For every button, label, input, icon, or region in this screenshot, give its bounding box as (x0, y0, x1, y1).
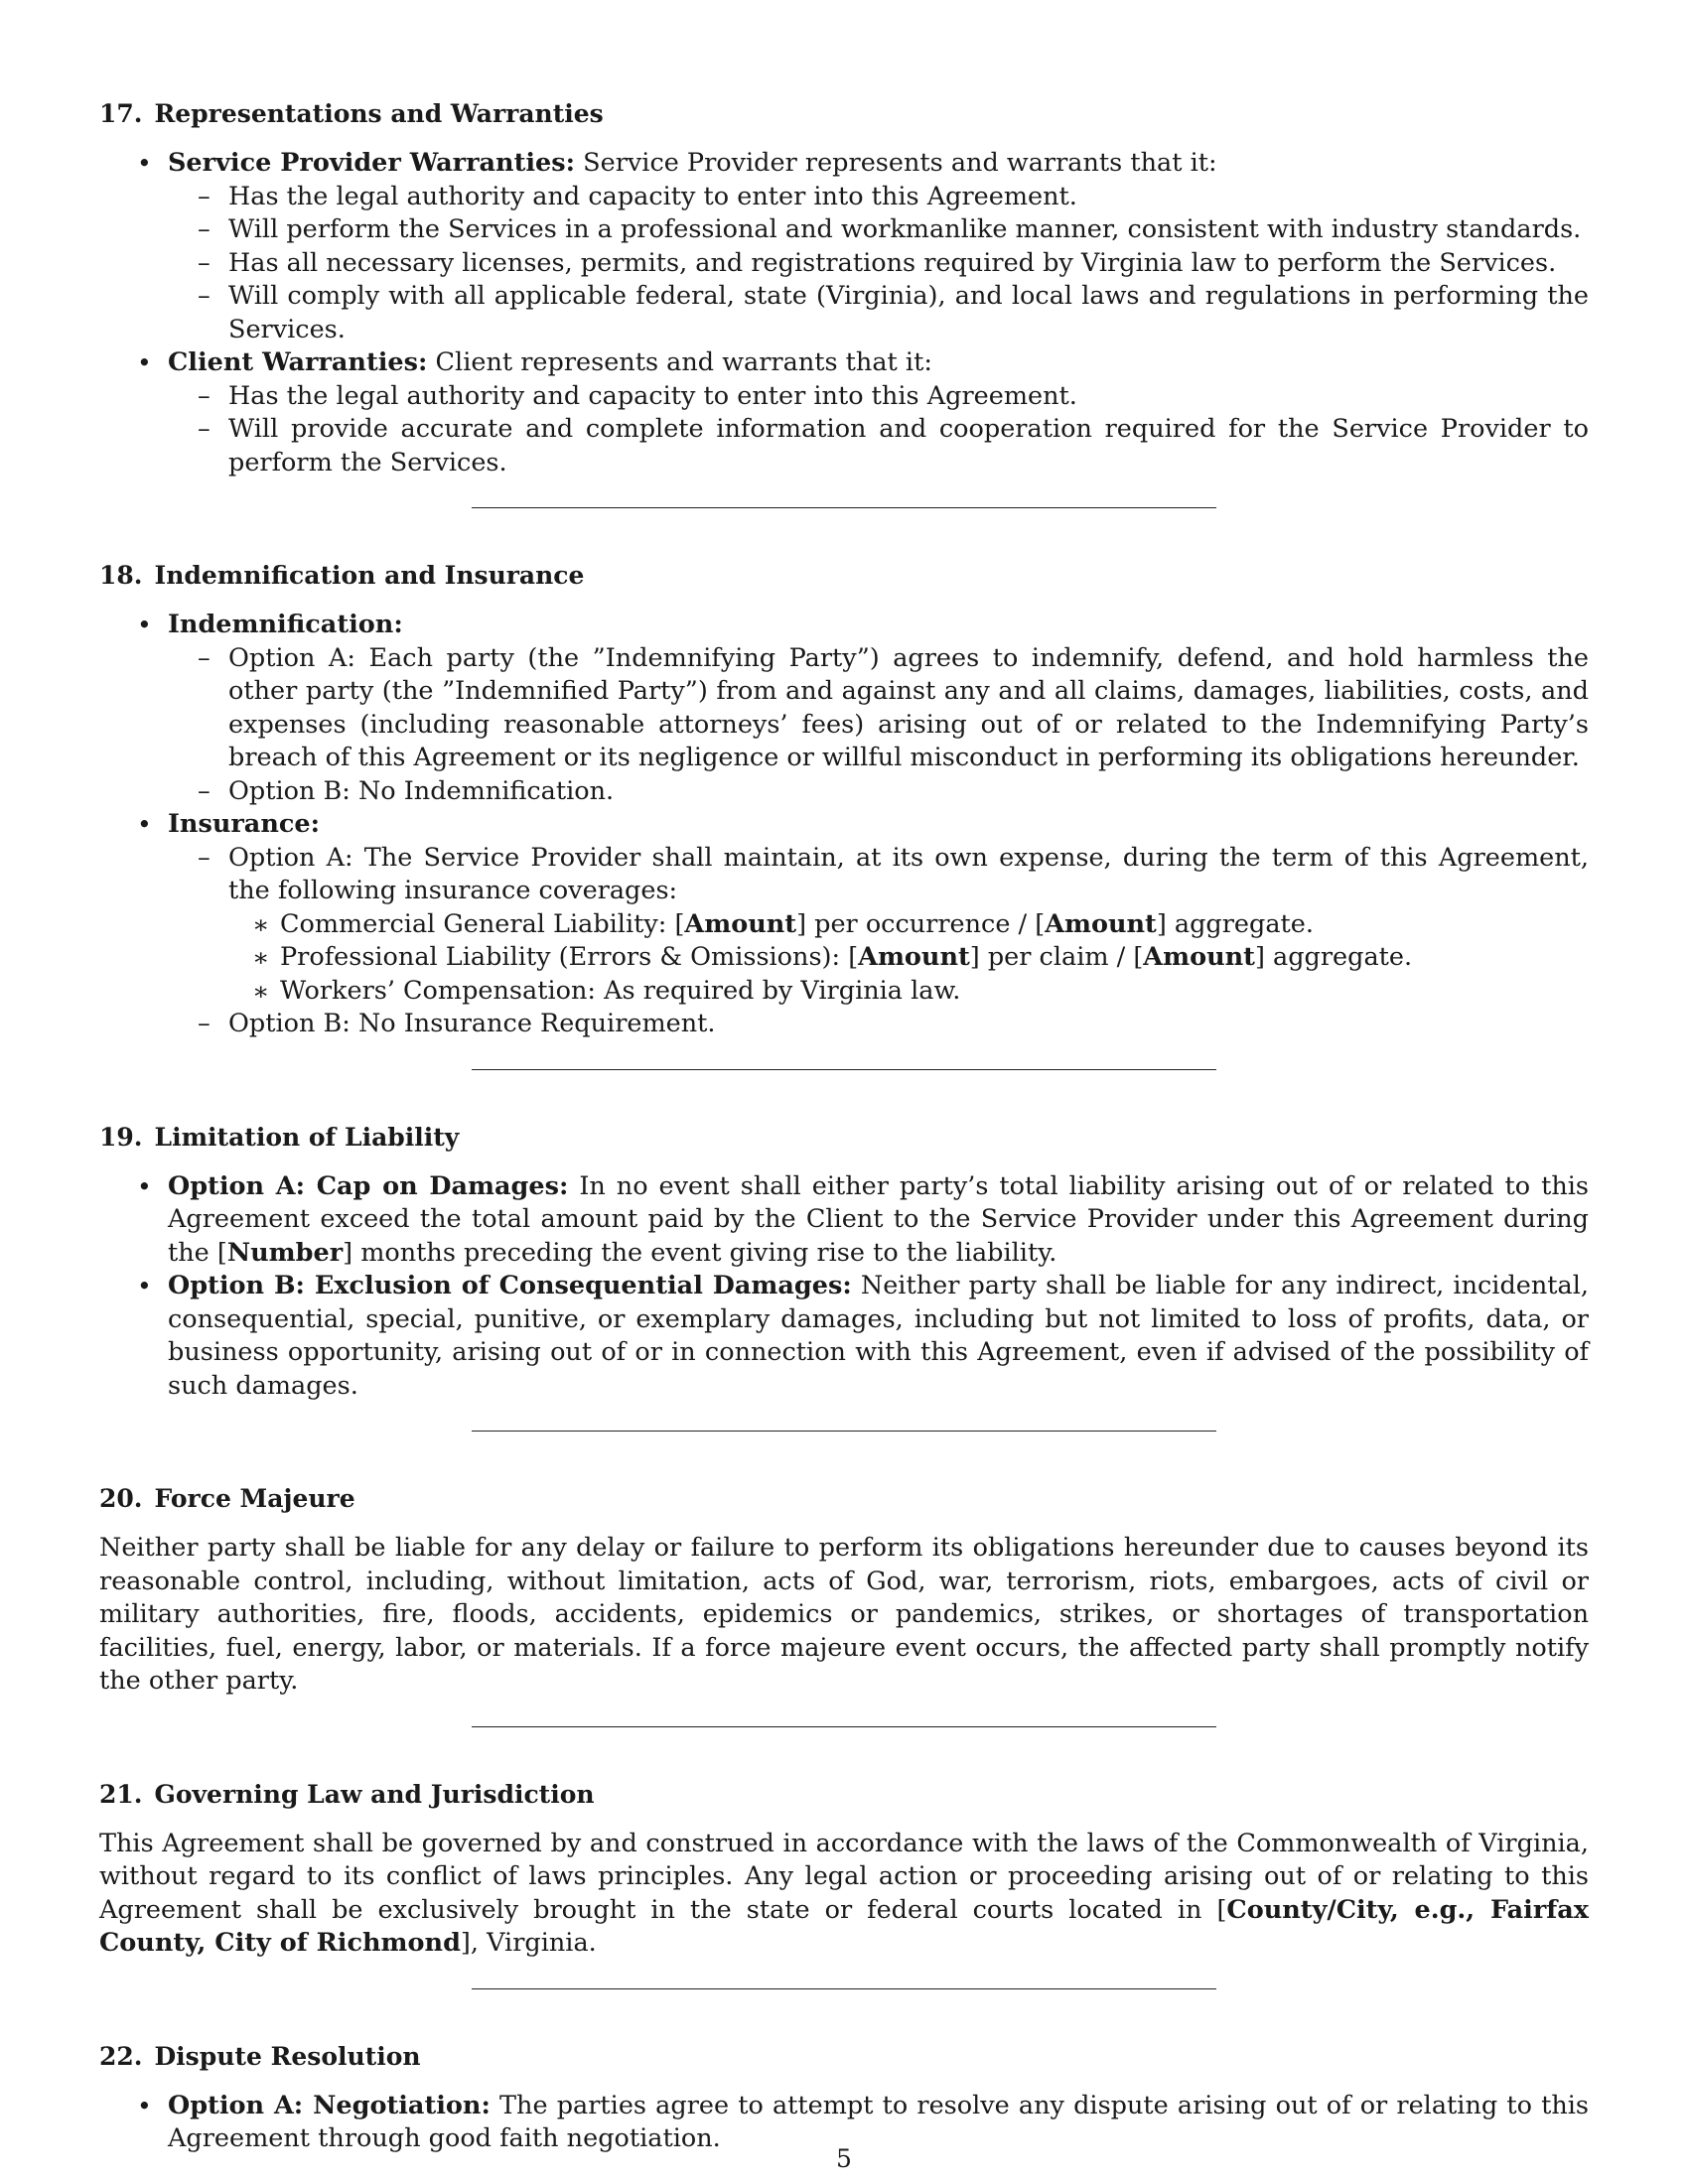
placeholder-amount: Amount (684, 908, 797, 939)
section-title: Limitation of Liability (154, 1122, 460, 1152)
sub-list-item: – Will provide accurate and complete information and cooperation required for the Service Provider to perform the Services. (168, 413, 1589, 479)
paragraph: Neither party shall be liable for any delay or failure to perform its obligations hereunder due to causes beyond its reasonable control, including, without limitation, acts of God, war, terrorism, riots, embargoes, acts of civil or military authorities, fire, floods, accidents, epidemics or pandemics, strikes, or shortages of transportation facilities, fuel, energy, labor, or materials. If a force majeure event occurs, the affected party shall promptly notify the other party. (99, 1533, 1589, 1696)
horizontal-rule (472, 507, 1216, 508)
item-text: Neither party shall be liable for any indirect, incidental, consequential, special, punitive, or exemplary damages, including but not limited to loss of profits, data, or business opportunity, arising out of or in connection with this Agreement, even if advised of the possibility of such damages. (168, 1271, 1589, 1401)
paragraph-text: This Agreement shall be governed by and construed in accordance with the laws of the Commonwealth of Virginia, without regard to its conflict of laws principles. Any legal action or proceeding arising out of or relating to this Agreement shall be exclusively brought in the state or federal courts located in [ (99, 1828, 1589, 1925)
divider (99, 1041, 1589, 1103)
item-lead: Indemnification: (168, 610, 403, 639)
section-18 (99, 559, 1589, 1041)
document-page (99, 97, 1589, 2156)
list-item (99, 147, 1589, 346)
liability-list (99, 1170, 1589, 1404)
sub-list-item: – Has all necessary licenses, permits, and registrations required by Virginia law to perform the Services. (168, 247, 1589, 281)
item-text: ] months preceding the event giving rise to the liability. (343, 1237, 1057, 1268)
placeholder-county: County/City, e.g., Fairfax County, City of Richmond (99, 1894, 1589, 1958)
sub-list (168, 380, 1589, 480)
divider (99, 1961, 1589, 2022)
section-number: 18. (99, 561, 143, 590)
section-title: Force Majeure (154, 1484, 355, 1513)
horizontal-rule (472, 1988, 1216, 1989)
section-title: Dispute Resolution (154, 2041, 421, 2071)
placeholder-amount: Amount (1143, 942, 1255, 972)
sub-list-item: – Option B: No Insurance Requirement. (168, 1008, 1589, 1041)
sub-list (168, 642, 1589, 809)
sub-list-item (168, 842, 1589, 1009)
item-lead: Option B: Exclusion of Consequential Damages: (168, 1271, 852, 1300)
item-lead: Option A: Cap on Damages: (168, 1170, 569, 1201)
placeholder-amount: Amount (858, 942, 970, 972)
section-title: Indemnification and Insurance (154, 561, 585, 590)
item-lead: Service Provider Warranties: (168, 148, 576, 178)
placeholder-amount: Amount (1045, 908, 1157, 939)
section-number: 21. (99, 1779, 143, 1809)
section-heading (99, 1482, 1589, 1516)
sub-list (168, 842, 1589, 1041)
coverage-item (228, 908, 1589, 942)
list-item (99, 346, 1589, 479)
coverage-text: Commercial General Liability: [ (280, 908, 685, 939)
list-item (99, 808, 1589, 1041)
option-text: Option A: The Service Provider shall maintain, at its own expense, during the term of this Agreement, the following insurance coverages: (228, 842, 1589, 905)
coverage-text: ] aggregate. (1254, 942, 1413, 972)
sub-list-item: – Has the legal authority and capacity to enter into this Agreement. (168, 181, 1589, 214)
item-lead: Option A: Negotiation: (168, 2090, 491, 2120)
horizontal-rule (472, 1726, 1216, 1727)
item-text: Service Provider represents and warrants that it: (575, 148, 1217, 178)
coverage-item (228, 941, 1589, 975)
sub-list-item: – Option B: No Indemnification. (168, 775, 1589, 809)
sub-list-item: – Will perform the Services in a professional and workmanlike manner, consistent with industry standards. (168, 213, 1589, 247)
warranties-list (99, 147, 1589, 479)
sub-list (168, 181, 1589, 347)
coverage-item: ∗ Workers’ Compensation: As required by Virginia law. (228, 975, 1589, 1009)
section-heading (99, 2040, 1589, 2074)
page-number: 5 (836, 2144, 852, 2173)
paragraph (99, 1828, 1589, 1961)
section-heading (99, 97, 1589, 131)
section-21 (99, 1778, 1589, 1961)
item-lead: Insurance: (168, 809, 321, 839)
sub-list-item: – Has the legal authority and capacity to enter into this Agreement. (168, 380, 1589, 414)
coverage-text: ] per occurrence / [ (796, 908, 1046, 939)
placeholder-number: Number (226, 1237, 344, 1268)
section-number: 22. (99, 2041, 143, 2071)
list-item (99, 1270, 1589, 1403)
indemnification-list (99, 609, 1589, 1041)
section-19 (99, 1121, 1589, 1404)
coverage-text: ] per claim / [ (969, 942, 1144, 972)
horizontal-rule (472, 1431, 1216, 1432)
list-item (99, 1170, 1589, 1271)
section-heading (99, 559, 1589, 593)
item-text: Client represents and warrants that it: (427, 347, 932, 377)
divider (99, 1699, 1589, 1760)
list-item (99, 609, 1589, 808)
coverage-list (228, 908, 1589, 1009)
divider (99, 1403, 1589, 1464)
item-text: The parties agree to attempt to resolve any dispute arising out of or relating to this Agreement through good faith negotiation. (168, 2090, 1590, 2153)
divider (99, 479, 1589, 541)
sub-list-item: – Option A: Each party (the ”Indemnifying Party”) agrees to indemnify, defend, and hold harmless the other party (the ”Indemnified Party”) from and against any and all claims, damages, liabilities, costs, and expenses (including reasonable attorneys’ fees) arising out of or related to the Indemnifying Party’s breach of this Agreement or its negligence or willful misconduct in performing its obligations hereunder. (168, 642, 1589, 775)
section-number: 20. (99, 1484, 143, 1513)
section-17 (99, 97, 1589, 479)
section-heading (99, 1121, 1589, 1155)
coverage-text: Professional Liability (Errors & Omissions): [ (280, 942, 859, 972)
item-lead: Client Warranties: (168, 347, 428, 377)
section-number: 19. (99, 1122, 143, 1152)
section-22 (99, 2040, 1589, 2156)
section-title: Representations and Warranties (154, 99, 604, 128)
section-number: 17. (99, 99, 143, 128)
section-heading (99, 1778, 1589, 1812)
coverage-text: ] aggregate. (1156, 908, 1314, 939)
section-title: Governing Law and Jurisdiction (154, 1779, 595, 1809)
section-20 (99, 1482, 1589, 1699)
horizontal-rule (472, 1069, 1216, 1070)
sub-list-item: – Will comply with all applicable federal, state (Virginia), and local laws and regulations in performing the Services. (168, 280, 1589, 346)
item-text: In no event shall either party’s total liability arising out of or related to this Agreement exceed the total amount paid by the Client to the Service Provider under this Agreement during the [ (168, 1170, 1589, 1268)
paragraph-text: ], Virginia. (460, 1928, 597, 1958)
